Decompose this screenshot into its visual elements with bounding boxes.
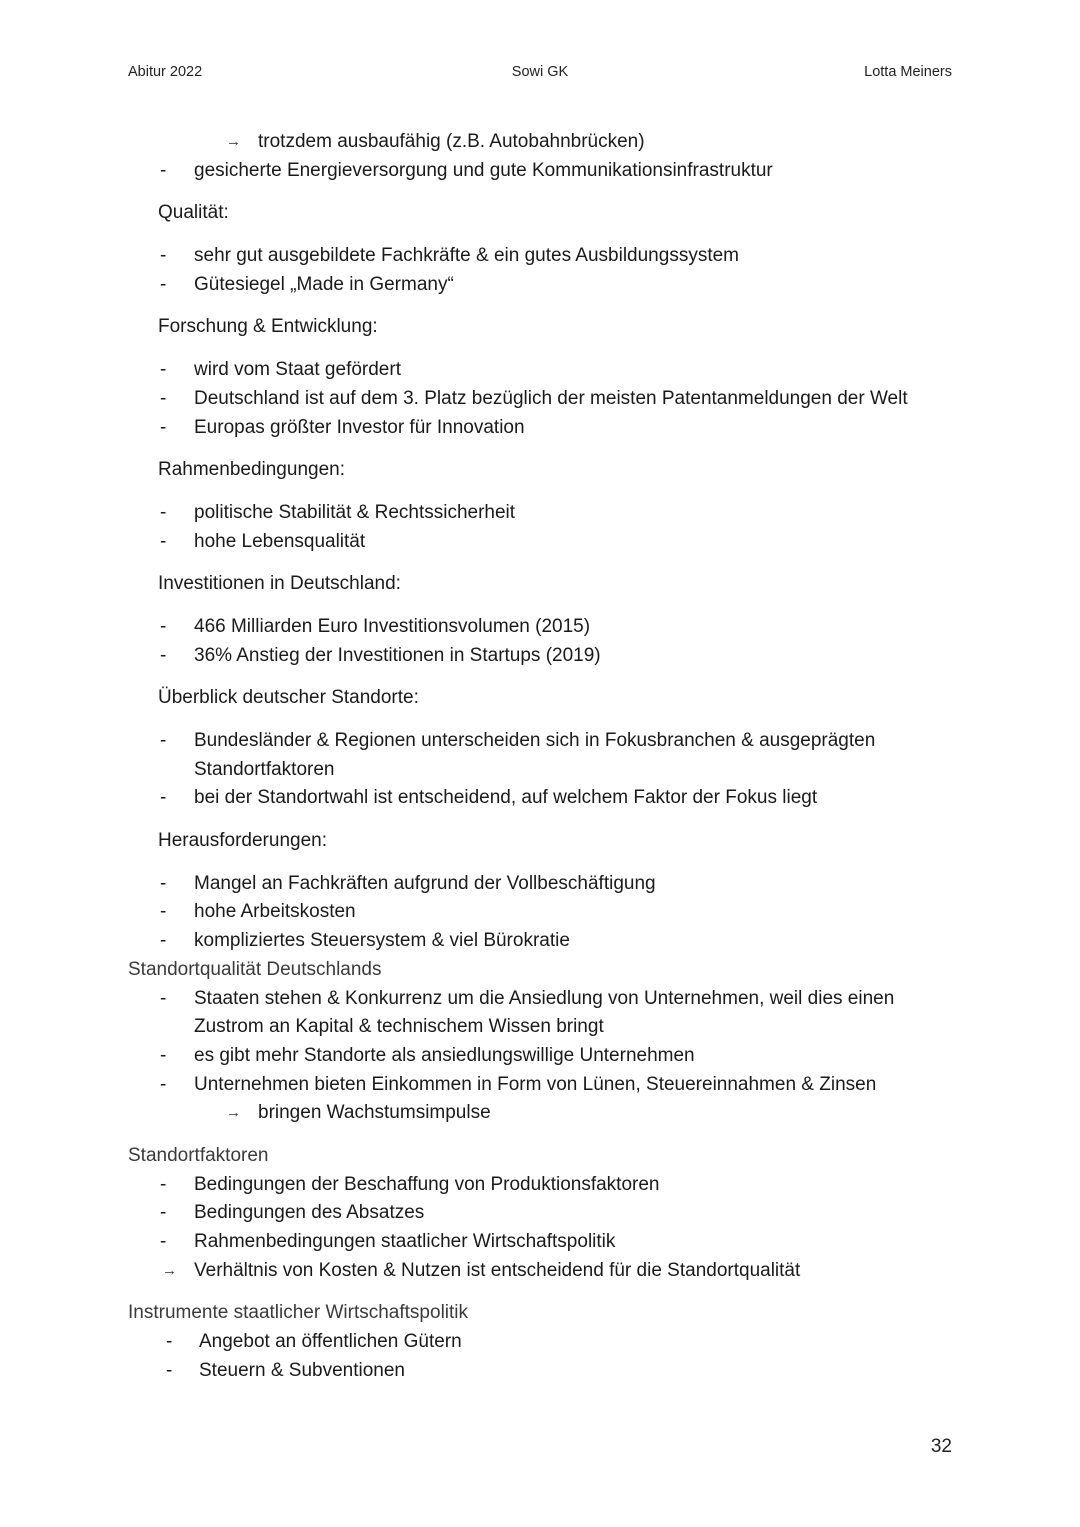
dash-bullet: - [160, 615, 167, 637]
arrow-line [0, 128, 1080, 157]
list-item-text: es gibt mehr Standorte als ansiedlungswillige Unternehmen [194, 1044, 695, 1066]
arrow-icon: → [226, 133, 241, 150]
list-item [0, 356, 1080, 385]
list-item-text: Mangel an Fachkräften aufgrund der Vollbeschäftigung [194, 872, 656, 894]
list-item [0, 985, 1080, 1014]
dash-bullet: - [160, 273, 167, 295]
list-item-text: hohe Lebensqualität [194, 530, 366, 552]
list-item-continuation [0, 1013, 1080, 1042]
list-item-text: politische Stabilität & Rechtssicherheit [194, 501, 516, 523]
dash-bullet: - [160, 416, 167, 438]
subheading-rahmenbedingungen: Rahmenbedingungen: [158, 459, 345, 481]
list-item [0, 1171, 1080, 1200]
dash-bullet: - [160, 530, 167, 552]
arrow-icon: → [226, 1104, 241, 1122]
dash-bullet: - [160, 1073, 167, 1095]
subheading-ueberblick: Überblick deutscher Standorte: [158, 687, 419, 709]
dash-bullet: - [160, 501, 167, 523]
subheading-herausforderungen: Herausforderungen: [158, 830, 327, 852]
dash-bullet: - [160, 245, 167, 267]
list-item-text: Unternehmen bieten Einkommen in Form von Lünen, Steuereinnahmen & Zinsen [194, 1073, 877, 1095]
header-center: Sowi GK [511, 64, 569, 80]
list-item-text: Gütesiegel „Made in Germany“ [194, 273, 454, 295]
dash-bullet: - [160, 1044, 167, 1066]
list-item [0, 1042, 1080, 1071]
list-item-text: 466 Milliarden Euro Investitionsvolumen (2015) [194, 615, 591, 637]
arrow-line-text: bringen Wachstumsimpulse [258, 1102, 491, 1124]
dash-bullet: - [160, 787, 167, 809]
list-item [0, 528, 1080, 557]
list-item [0, 1357, 1080, 1386]
dash-bullet: - [160, 159, 167, 181]
list-item [0, 927, 1080, 956]
list-item-text: Deutschland ist auf dem 3. Platz bezüglich der meisten Patentanmeldungen der Welt [194, 387, 908, 409]
list-item-text: Rahmenbedingungen staatlicher Wirtschaftspolitik [194, 1231, 616, 1252]
list-item [0, 1071, 1080, 1100]
list-item-text: sehr gut ausgebildete Fachkräfte & ein gutes Ausbildungssystem [194, 245, 739, 267]
list-item-text: Bundesländer & Regionen unterscheiden sich in Fokusbranchen & ausgeprägten [194, 730, 876, 751]
dash-bullet: - [160, 644, 167, 666]
list-item-text: Steuern & Subventionen [199, 1359, 405, 1381]
list-item [0, 642, 1080, 671]
arrow-line-text: Verhältnis von Kosten & Nutzen ist entscheidend für die Standortqualität [194, 1259, 801, 1281]
list-item-text: Bedingungen des Absatzes [194, 1202, 425, 1224]
list-item-continuation [0, 756, 1080, 785]
dash-bullet: - [160, 987, 167, 1009]
list-item-text: Angebot an öffentlichen Gütern [199, 1331, 462, 1353]
list-item [0, 1228, 1080, 1257]
list-item [0, 727, 1080, 756]
arrow-line [0, 1257, 1080, 1286]
list-item-text: kompliziertes Steuersystem & viel Bürokratie [194, 930, 570, 952]
dash-bullet: - [160, 387, 167, 409]
list-item-text: Staaten stehen & Konkurrenz um die Ansiedlung von Unternehmen, weil dies einen [194, 987, 895, 1009]
list-item-text: gesicherte Energieversorgung und gute Kommunikationsinfrastruktur [194, 159, 773, 181]
page-header [128, 64, 952, 86]
dash-bullet: - [160, 730, 167, 751]
list-item-text: wird vom Staat gefördert [194, 359, 401, 381]
list-item [0, 898, 1080, 927]
subheading-qualitaet: Qualität: [158, 202, 229, 224]
list-item [0, 499, 1080, 528]
list-item [0, 784, 1080, 813]
dash-bullet: - [166, 1331, 173, 1353]
list-item-text: 36% Anstieg der Investitionen in Startups (2019) [194, 644, 601, 666]
subheading-investitionen: Investitionen in Deutschland: [158, 573, 401, 595]
list-item-text: bei der Standortwahl ist entscheidend, auf welchem Faktor der Fokus liegt [194, 787, 818, 809]
list-item-text: Europas größter Investor für Innovation [194, 416, 525, 438]
list-item [0, 242, 1080, 271]
page-content [0, 128, 1080, 1385]
dash-bullet: - [160, 1173, 167, 1195]
section-title-standortqualitaet: Standortqualität Deutschlands [128, 958, 382, 980]
arrow-line [0, 1099, 1080, 1128]
list-item-text: Bedingungen der Beschaffung von Produktionsfaktoren [194, 1173, 660, 1195]
dash-bullet: - [160, 901, 167, 923]
arrow-line-text: trotzdem ausbaufähig (z.B. Autobahnbrücken) [258, 131, 645, 152]
list-item-text: Zustrom an Kapital & technischem Wissen bringt [194, 1016, 604, 1038]
page-number: 32 [930, 1436, 952, 1457]
dash-bullet: - [160, 930, 167, 952]
dash-bullet: - [160, 1202, 167, 1224]
list-item [0, 271, 1080, 300]
list-item [0, 414, 1080, 443]
list-item [0, 1328, 1080, 1357]
header-left: Abitur 2022 [128, 64, 203, 80]
list-item [0, 613, 1080, 642]
list-item [0, 157, 1080, 186]
section-title-standortfaktoren: Standortfaktoren [128, 1144, 269, 1166]
subheading-forschung: Forschung & Entwicklung: [158, 316, 378, 338]
dash-bullet: - [160, 1231, 167, 1252]
dash-bullet: - [166, 1359, 173, 1381]
arrow-icon: → [162, 1261, 177, 1279]
dash-bullet: - [160, 872, 167, 894]
list-item [0, 870, 1080, 899]
dash-bullet: - [160, 359, 167, 381]
list-item-text: Standortfaktoren [194, 758, 335, 780]
list-item-text: hohe Arbeitskosten [194, 901, 356, 923]
section-title-instrumente: Instrumente staatlicher Wirtschaftspolitik [128, 1302, 469, 1324]
list-item [0, 385, 1080, 414]
list-item [0, 1199, 1080, 1228]
header-right: Lotta Meiners [864, 64, 952, 80]
